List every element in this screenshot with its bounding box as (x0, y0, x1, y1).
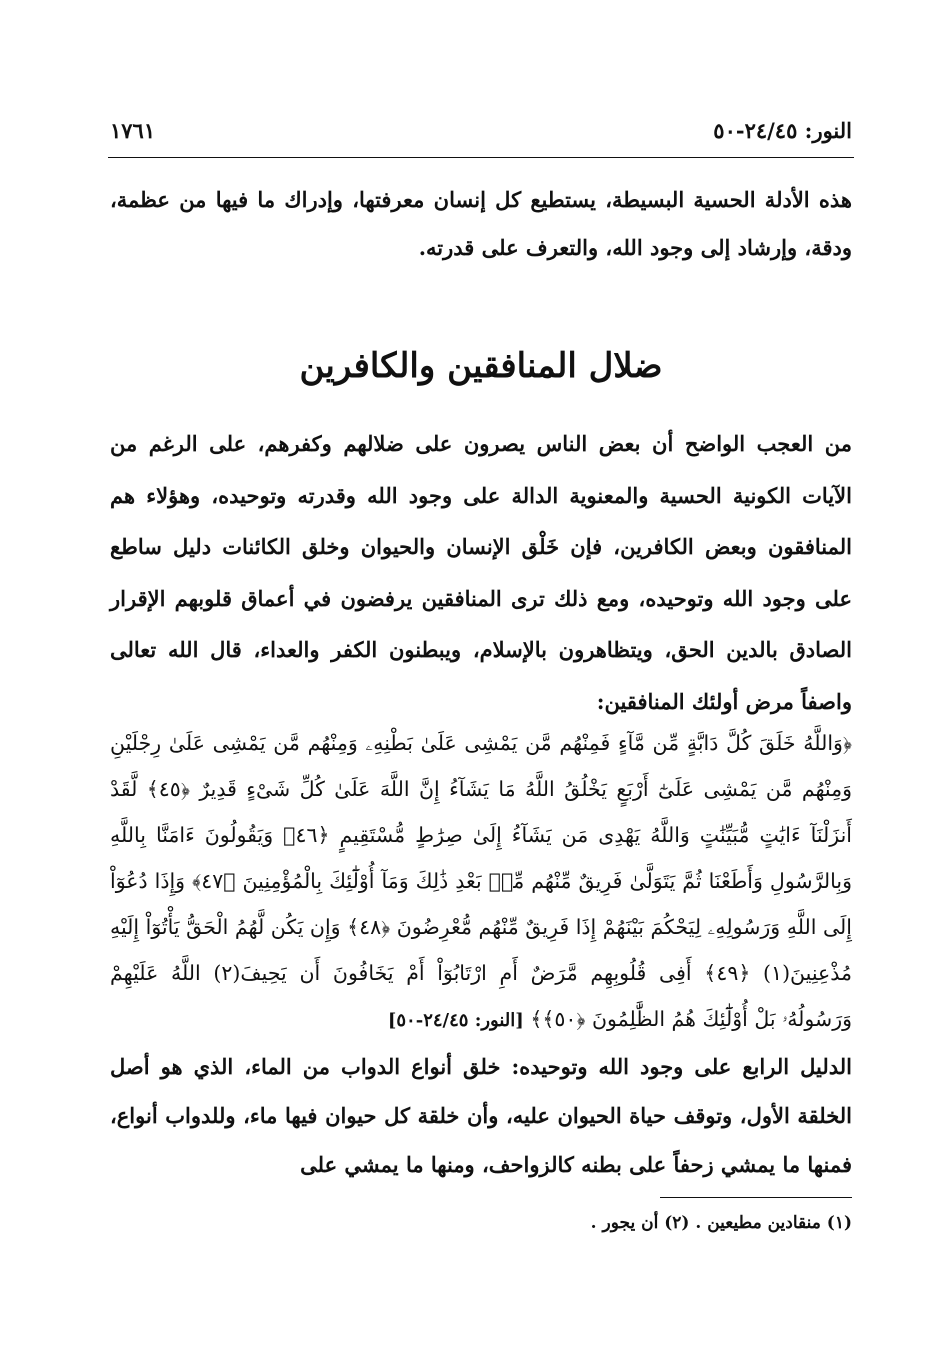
surah-reference: النور: ٢٤/٤٥-٥٠ (713, 117, 852, 143)
footnote-divider (660, 1197, 852, 1198)
quran-verses: ﴿وَاللَّهُ خَلَقَ كُلَّ دَابَّةٍ مِّن مَّآءٍ فَمِنْهُم مَّن يَمْشِى عَلَىٰ بَطْنِهِۦ وَمِنْهُم مَّن يَمْشِى عَلَىٰ رِجْلَيْنِ وَمِنْهُم مَّن يَمْشِى عَلَىٰٓ أَرْبَعٍ يَخْلُقُ اللَّهُ مَا يَشَآءُ إِنَّ اللَّهَ عَلَىٰ كُلِّ شَىْءٍ قَدِيرٌ ﴿٤٥﴾ لَّقَدْ أَنزَلْنَآ ءَايَٰتٍ مُّبَيِّنَٰتٍ وَاللَّهُ يَهْدِى مَن يَشَآءُ إِلَىٰ صِرَٰطٍ مُّسْتَقِيمٍ ﴿٤٦﴾ وَيَقُولُونَ ءَامَنَّا بِاللَّهِ وَبِالرَّسُولِ وَأَطَعْنَا ثُمَّ يَتَوَلَّىٰ فَرِيقٌ مِّنْهُم مِّنۢ بَعْدِ ذَٰلِكَ وَمَآ أُوْلَٰٓئِكَ بِالْمُؤْمِنِينَ ﴿٤٧﴾ وَإِذَا دُعُوٓاْ إِلَى اللَّهِ وَرَسُولِهِۦ لِيَحْكُمَ بَيْنَهُمْ إِذَا فَرِيقٌ مِّنْهُم مُّعْرِضُونَ ﴿٤٨﴾ وَإِن يَكُن لَّهُمُ الْحَقُّ يَأْتُوٓاْ إِلَيْهِ مُذْعِنِينَ(١) ﴿٤٩﴾ أَفِى قُلُوبِهِم مَّرَضٌ أَمِ ارْتَابُوٓاْ أَمْ يَخَافُونَ أَن يَحِيفَ(٢) اللَّهُ عَلَيْهِمْ وَرَسُولُهُۥ بَلْ أُوْلَٰٓئِكَ هُمُ الظَّٰلِمُونَ ﴿٥٠﴾﴾ (110, 731, 853, 1031)
main-paragraph: من العجب الواضح أن بعض الناس يصرون على ضلالهم وكفرهم، على الرغم من الآيات الكونية الحسية والمعنوية الدالة على وجود الله وقدرته وتوحيده، وهؤلاء هم المنافقون وبعض الكافرين، فإن خَلْق الإنسان والحيوان وخلق الكائنات دليل ساطع على وجود الله وتوحيده، ومع ذلك ترى المنافقين يرفضون في أعماق قلوبهم الإقرار الصادق بالدين الحق، ويتظاهرون بالإسلام، ويبطنون الكفر والعداء، قال الله تعالى واصفاً مرض أولئك المنافقين: (110, 431, 852, 714)
quran-reference: [النور: ٢٤/٤٥-٥٠] (387, 1010, 524, 1031)
page-header (110, 112, 852, 148)
section-title: ضلال المنافقين والكافرين (299, 346, 663, 386)
header-divider (108, 157, 854, 158)
page-number: ١٧٦١ (110, 117, 156, 143)
intro-paragraph: هذه الأدلة الحسية البسيطة، يستطيع كل إنسان معرفتها، وإدراك ما فيها من عظمة، ودقة، وإرشاد إلى وجود الله، والتعرف على قدرته. (110, 187, 852, 260)
evidence-paragraph: الدليل الرابع على وجود الله وتوحيده: خلق أنواع الدواب من الماء، الذي هو أصل الخلقة الأول، وتوقف حياة الحيوان عليه، وأن خلقة كل حيوان فيها ماء، وللدواب أنواع، فمنها ما يمشي زحفاً على بطنه كالزواحف، ومنها ما يمشي على (110, 1054, 852, 1177)
footnote: (١) منقادين مطيعين . (٢) أن يجور . (590, 1213, 852, 1233)
quran-passage (110, 720, 852, 1044)
